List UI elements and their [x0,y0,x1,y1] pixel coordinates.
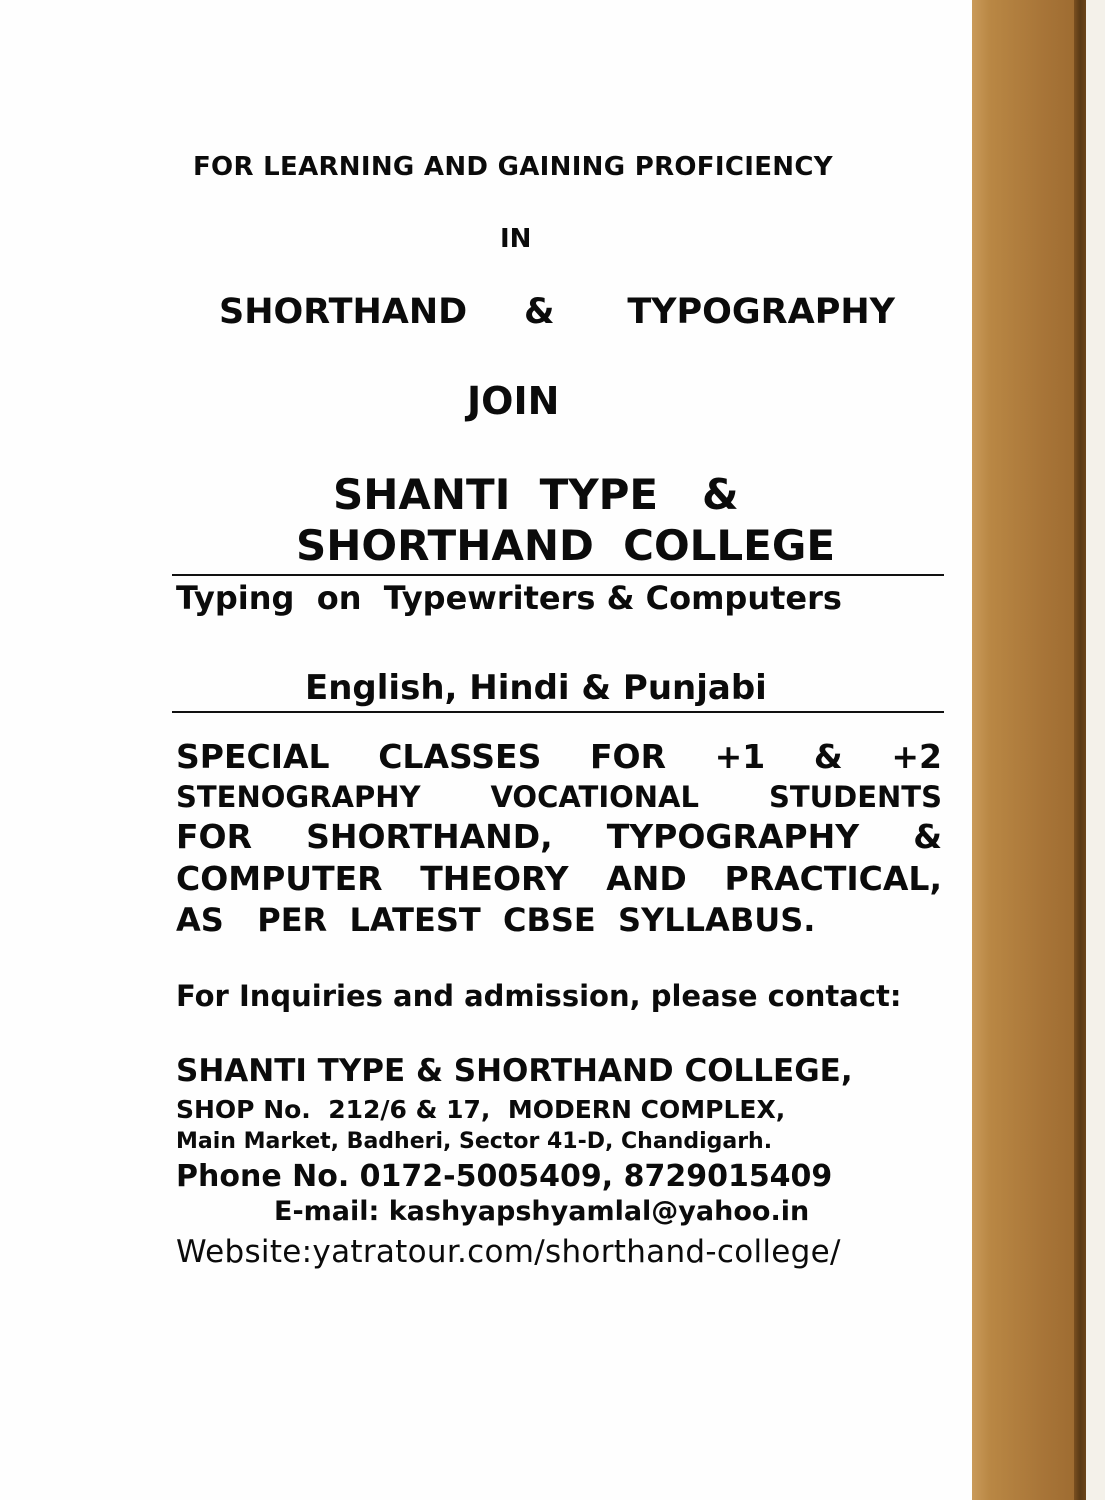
special-word: CLASSES [378,737,542,776]
contact-email: E-mail: kashyapshyamlal@yahoo.in [274,1196,810,1227]
heading-shorthand: SHORTHAND [219,292,468,332]
contact-name: SHANTI TYPE & SHORTHAND COLLEGE, [176,1053,853,1089]
special-word: +2 [891,737,942,776]
heading-ampersand: & [524,292,555,332]
special-row-1 [176,737,942,776]
special-word: STUDENTS [768,780,942,814]
heading-join: JOIN [467,379,560,423]
special-word: THEORY [420,859,569,898]
special-word: STENOGRAPHY [176,780,421,814]
divider-rule-1 [172,574,944,576]
special-word: VOCATIONAL [490,780,699,814]
inquiries-line: For Inquiries and admission, please contact: [176,979,902,1013]
special-word: SHORTHAND, [306,817,553,856]
special-row-2 [176,780,942,814]
special-word: PRACTICAL, [724,859,942,898]
heading-typography: TYPOGRAPHY [627,292,895,332]
special-word: TYPOGRAPHY [606,817,860,856]
divider-rule-2 [172,711,944,713]
heading-line-2: IN [500,224,532,254]
special-word: SPECIAL [176,737,330,776]
special-word: +1 [714,737,766,776]
college-name-line-1: SHANTI TYPE & [333,470,739,519]
special-word: AND [606,859,687,898]
languages-line: English, Hindi & Punjabi [305,668,767,708]
binding-edge [1074,0,1086,1500]
contact-address: Main Market, Badheri, Sector 41-D, Chandigarh. [176,1129,773,1154]
heading-line-3 [219,292,895,335]
contact-website: Website:yatratour.com/shorthand-college/ [176,1234,841,1270]
special-row-4 [176,859,942,898]
contact-shop: SHOP No. 212/6 & 17, MODERN COMPLEX, [176,1095,786,1124]
typing-line: Typing on Typewriters & Computers [176,579,842,617]
special-word: & [913,817,942,856]
special-word: COMPUTER [176,859,383,898]
special-word: FOR [176,817,253,856]
special-word: FOR [590,737,667,776]
special-row-5: AS PER LATEST CBSE SYLLABUS. [176,901,816,939]
contact-phone: Phone No. 0172-5005409, 8729015409 [176,1159,833,1194]
binding-strip [1086,0,1105,1500]
college-name-line-2: SHORTHAND COLLEGE [296,521,836,570]
special-row-3 [176,817,942,856]
special-word: & [813,737,843,776]
heading-line-1: FOR LEARNING AND GAINING PROFICIENCY [193,152,833,182]
